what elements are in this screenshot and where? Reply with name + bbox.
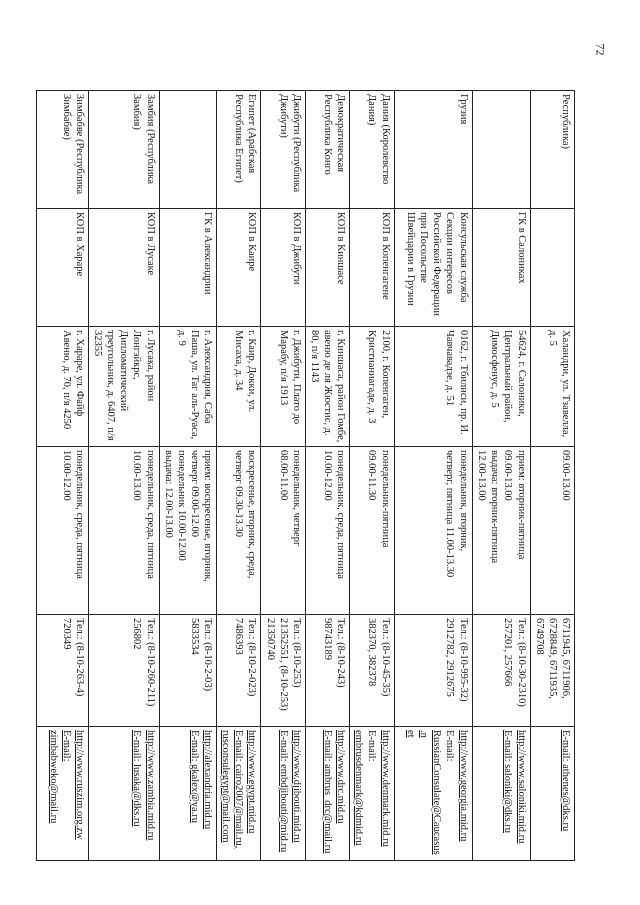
phone-cell: [350, 615, 394, 727]
contact-link[interactable]: E-mail: gkalex@ya.ru: [189, 730, 200, 824]
table-row: [394, 91, 472, 861]
phone-cell-line: Тел.: (8-10-263-4): [74, 618, 85, 697]
contact-link[interactable]: http://www.drc.mid.ru: [335, 730, 347, 824]
contacts-cell: [305, 727, 349, 861]
table-row: [472, 91, 530, 861]
hours-cell-line: воскресенье, вторник, среда,: [246, 450, 258, 579]
contacts-cell: [472, 727, 530, 861]
hours-cell-line: четверг, пятница 11.00-13.30: [444, 450, 456, 578]
phone-cell-line: 6728849, 6711935,: [546, 618, 558, 699]
address-cell: Халандри, ул. Тзавелла, д. 5: [530, 327, 574, 447]
phone-cell-line: Тел.: (8-10-995-32): [457, 618, 469, 702]
table-row: [217, 91, 261, 861]
phone-cell-line: 7486393: [233, 618, 245, 655]
hours-cell: [159, 447, 217, 615]
office-cell: КОП в Джибути: [261, 209, 305, 327]
hours-cell-line: выдача: 12.00-13.00: [162, 450, 174, 538]
address-cell: г. Александрия, Саба Паша, ул. Таг аль-Руаса, д. 9: [159, 327, 217, 447]
contact-link[interactable]: E-mail: athenes@dks.ru: [560, 730, 571, 832]
office-cell: КОП в Каире: [217, 209, 261, 327]
office-cell: ГК в Салониках: [472, 209, 530, 327]
country-cell: Дания (Королевство Дания): [350, 91, 394, 209]
office-cell: КОП в Лусаке: [89, 209, 160, 327]
contact-text: E-mail:: [444, 730, 456, 762]
address-cell: г. Каир, Докки, ул. Мисаха, д. 34: [217, 327, 261, 447]
contact-link[interactable]: http://www.egypt.mid.ru: [246, 730, 258, 834]
table-row: [530, 91, 574, 861]
phone-cell-line: 6749708: [533, 618, 545, 655]
phone-cell: [394, 615, 472, 727]
phone-cell-line: 720349: [60, 618, 72, 650]
table-row: [89, 91, 160, 861]
contact-link[interactable]: embrusdenmark@kdmid.ru: [353, 730, 365, 846]
hours-cell-line: 12.00-13.00: [476, 450, 488, 501]
page-number: 72: [593, 43, 608, 56]
contact-link[interactable]: et: [405, 730, 417, 738]
phone-cell-line: Тел.: (8-10-30-2310): [515, 618, 527, 707]
hours-cell-line: понедельник 10.00-12.00: [175, 450, 187, 561]
hours-cell-line: понедельник-пятница: [379, 450, 391, 548]
country-cell: Демократическая Республика Конго: [305, 91, 349, 209]
phone-cell-line: 98743189: [322, 618, 334, 660]
address-cell: г. Киншаса, район Гомбе, авеню де ля Жюстис, д. 80, п/я 1143: [305, 327, 349, 447]
hours-cell-line: понедельник, вторник,: [457, 450, 469, 552]
hours-cell-line: 10.00-12.00: [322, 450, 334, 501]
contact-link[interactable]: E-mail: lusaka@dks.ru: [131, 730, 143, 827]
phone-cell-line: Тел.: (8-10-260-211): [144, 618, 156, 707]
hours-cell: [394, 447, 472, 615]
phone-cell-line: 5833534: [189, 618, 200, 655]
hours-cell-line: 10.00-13.00: [131, 450, 143, 501]
table-row: [350, 91, 394, 861]
phone-cell-line: 257201, 257666: [502, 618, 514, 687]
address-cell: г. Лусака, район Лонгэйкрс, Дипломатический треугольник, д. 6407, п/я 32355: [89, 327, 160, 447]
phone-cell-line: Тел.: (8-10-243): [335, 618, 347, 688]
contact-link[interactable]: E-mail: ambrus_drc@mail.ru: [322, 730, 334, 854]
office-cell: [530, 209, 574, 327]
phone-cell-line: Тел.: (8-10-253): [290, 618, 302, 688]
address-cell: 0162, г. Тбилиси, пр. И. Чавчавадзе, д. 51: [394, 327, 472, 447]
contact-link[interactable]: http://www.georgia.mid.ru: [457, 730, 469, 842]
consulate-table: [36, 90, 575, 861]
hours-cell-line: понедельник, четверг: [290, 450, 302, 547]
phone-cell: [89, 615, 160, 727]
contacts-cell: [530, 727, 574, 861]
phone-cell-line: Тел.: (8-10-2-023): [246, 618, 258, 697]
country-cell: [159, 91, 217, 209]
hours-cell-line: прием: воскресенье, вторник,: [202, 450, 214, 583]
contacts-cell: [37, 727, 89, 861]
hours-cell-line: 09.00-13.00: [560, 450, 571, 501]
contact-text: E-mail:: [366, 730, 378, 762]
table-row: [261, 91, 305, 861]
contacts-cell: [261, 727, 305, 861]
phone-cell: [530, 615, 574, 727]
hours-cell: [217, 447, 261, 615]
consulate-table-wrapper: [47, 90, 575, 860]
phone-cell-line: Тел.: (8-10-45-35): [379, 618, 391, 697]
contact-link[interactable]: E-mail: embdjibouti@mid.ru: [277, 730, 289, 853]
table-row: [159, 91, 217, 861]
phone-cell-line: 21350740: [264, 618, 276, 660]
phone-cell-line: 6711945, 6711906,: [560, 618, 571, 699]
hours-cell-line: выдача: вторник-пятница: [489, 450, 501, 564]
phone-cell-line: 21352551, (8-10-253): [277, 618, 289, 711]
hours-cell-line: четверг 09.00-12.00: [189, 450, 200, 538]
hours-cell: [472, 447, 530, 615]
phone-cell: [37, 615, 89, 727]
phone-cell-line: 2912782, 2912675: [444, 618, 456, 697]
office-cell: КОП в Копенгагене: [350, 209, 394, 327]
phone-cell: [261, 615, 305, 727]
hours-cell-line: 08.00-11.00: [277, 450, 289, 501]
country-cell: Зимбабве (Республика Зимбабве): [37, 91, 89, 209]
hours-cell-line: 10.00-12.00: [60, 450, 72, 501]
hours-cell: [89, 447, 160, 615]
hours-cell: [305, 447, 349, 615]
phone-cell: [217, 615, 261, 727]
office-cell: КОП в Хараре: [37, 209, 89, 327]
table-row: [37, 91, 89, 861]
phone-cell: [305, 615, 349, 727]
contacts-cell: [89, 727, 160, 861]
contact-link[interactable]: http://www.saloniki.mid.ru: [515, 730, 527, 844]
address-cell: 54624, г. Салоники, Центральный район, Димосфенус, д. 5: [472, 327, 530, 447]
contact-link[interactable]: rusconsulegypt@mail.com: [220, 730, 232, 843]
country-cell: Грузия: [394, 91, 472, 209]
contacts-cell: [350, 727, 394, 861]
contact-link[interactable]: E-mail: cairo2007@mail.ru,: [233, 730, 245, 849]
phone-cell-line: Тел.: (8-10-2-03): [202, 618, 214, 692]
contact-link[interactable]: http://www.djibouti.mid.ru: [290, 730, 302, 843]
office-cell: ГК в Александрии: [159, 209, 217, 327]
country-cell: Джибути (Республика Джибути): [261, 91, 305, 209]
contact-link[interactable]: http://alexandria.mid.ru: [202, 730, 214, 830]
contact-link[interactable]: E-mail: saloniki@dks.ru: [502, 730, 514, 833]
hours-cell: [530, 447, 574, 615]
contact-link[interactable]: RussianConsulate@Caucasus.n: [418, 730, 443, 855]
address-cell: г. Хараре, ул. Файф Авеню, д. 70, п/я 4250: [37, 327, 89, 447]
address-cell: 2100, г. Копенгаген, Кристианиагаде, д. 3: [350, 327, 394, 447]
office-cell: Консульская служба Секции интересов Российской Федерации при Посольстве Швейцарии в Грузии: [394, 209, 472, 327]
hours-cell: [350, 447, 394, 615]
table-row: [305, 91, 349, 861]
country-cell: [472, 91, 530, 209]
hours-cell-line: понедельник, среда, пятница: [74, 450, 85, 579]
hours-cell: [37, 447, 89, 615]
hours-cell-line: 09.00-11.30: [366, 450, 378, 501]
phone-cell-line: 256802: [131, 618, 143, 650]
contact-link[interactable]: http://www.denmark.mid.ru: [379, 730, 391, 847]
country-cell: Египет (Арабская Республика Египет): [217, 91, 261, 209]
hours-cell-line: прием: вторник-пятница: [515, 450, 527, 560]
contacts-cell: [394, 727, 472, 861]
contacts-cell: [159, 727, 217, 861]
contact-link[interactable]: http://www.zambia.mid.ru: [144, 730, 156, 841]
phone-cell-line: 382370, 382378: [366, 618, 378, 687]
hours-cell-line: понедельник, среда, пятница: [144, 450, 156, 579]
address-cell: г. Джибути, Плато до Марабу, п/я 1913: [261, 327, 305, 447]
contacts-cell: [217, 727, 261, 861]
phone-cell: [159, 615, 217, 727]
phone-cell: [472, 615, 530, 727]
hours-cell-line: понедельник, среда, пятница: [335, 450, 347, 579]
country-cell: Республика): [530, 91, 574, 209]
contact-link[interactable]: http://www.ruszim.org.zw: [74, 730, 85, 840]
hours-cell: [261, 447, 305, 615]
office-cell: КОП в Киншасе: [305, 209, 349, 327]
country-cell: Замбия (Республика Замбия): [89, 91, 160, 209]
hours-cell-line: 09.00-13.00: [502, 450, 514, 501]
contact-link[interactable]: E-mail: zimbabweko@mail.ru: [47, 730, 72, 824]
hours-cell-line: четверг 09.30-13.30: [233, 450, 245, 538]
